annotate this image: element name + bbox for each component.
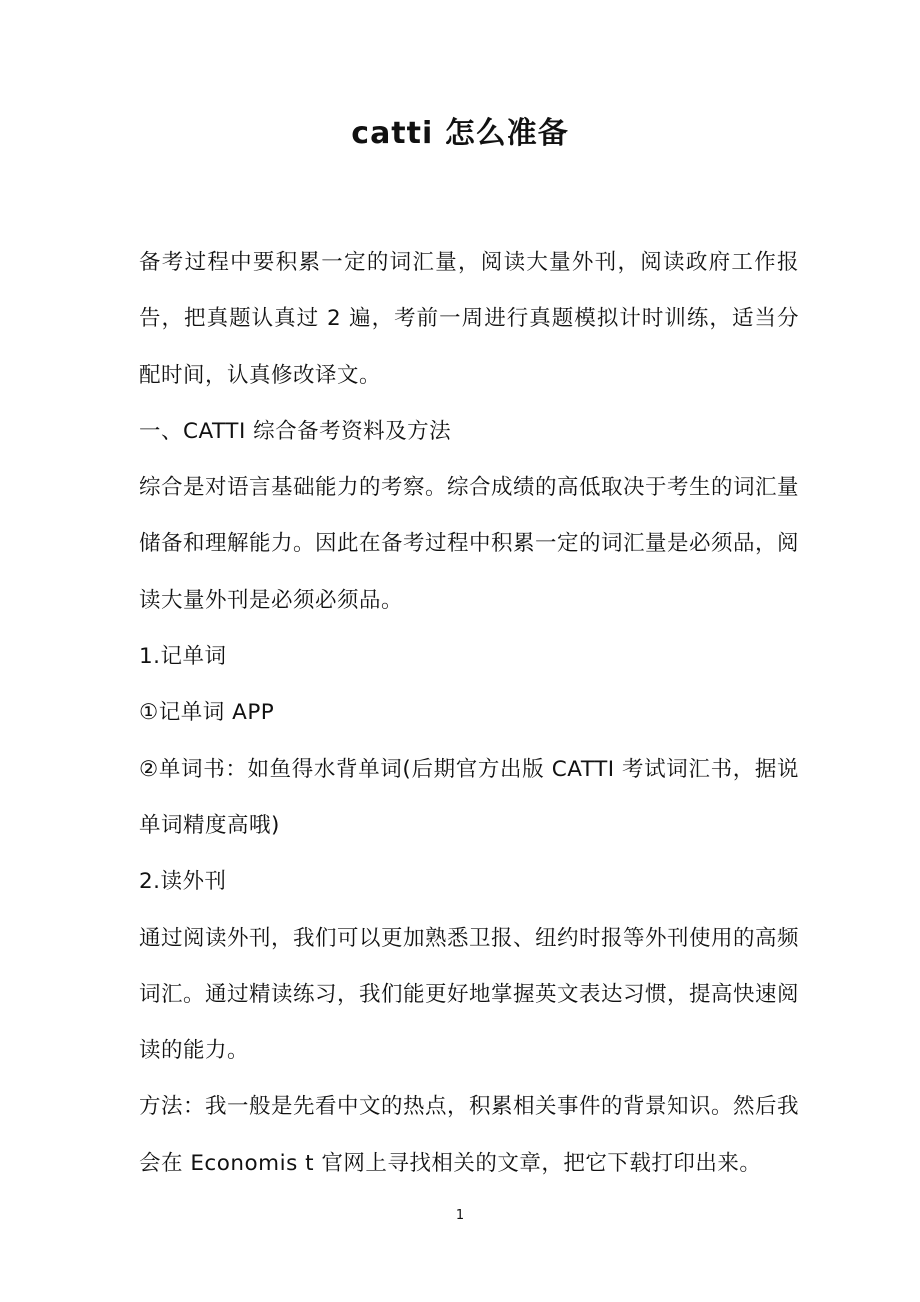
list-item-word-book: ②单词书：如鱼得水背单词(后期官方出版 CATTI 考试词汇书，据说单词精度高哦) — [139, 756, 799, 838]
paragraph-method: 方法：我一般是先看中文的热点，积累相关事件的背景知识。然后我会在 Economis t 官网上寻找相关的文章，把它下载打印出来。 — [139, 1094, 800, 1176]
section-heading-comprehensive: 一、CATTI 综合备考资料及方法 — [139, 418, 452, 444]
paragraph-read-periodicals: 通过阅读外刊，我们可以更加熟悉卫报、纽约时报等外刊使用的高频词汇。通过精读练习，我们能更好地掌握英文表达习惯，提高快速阅读的能力。 — [139, 925, 800, 1064]
document-body — [139, 235, 799, 1192]
page-number: 1 — [455, 1208, 465, 1223]
paragraph-comprehensive: 综合是对语言基础能力的考察。综合成绩的高低取决于考生的词汇量储备和理解能力。因此在备考过程中积累一定的词汇量是必须品，阅读大量外刊是必须必须品。 — [139, 475, 800, 613]
subheading-memorize-words: 1.记单词 — [139, 644, 227, 670]
document-title: catti 怎么准备 — [351, 116, 569, 151]
subheading-read-periodicals: 2.读外刊 — [139, 869, 227, 895]
paragraph-intro: 备考过程中要积累一定的词汇量，阅读大量外刊，阅读政府工作报告，把真题认真过 2 遍，考前一周进行真题模拟计时训练，适当分配时间，认真修改译文。 — [139, 250, 799, 388]
list-item-word-app: ①记单词 APP — [139, 700, 275, 726]
